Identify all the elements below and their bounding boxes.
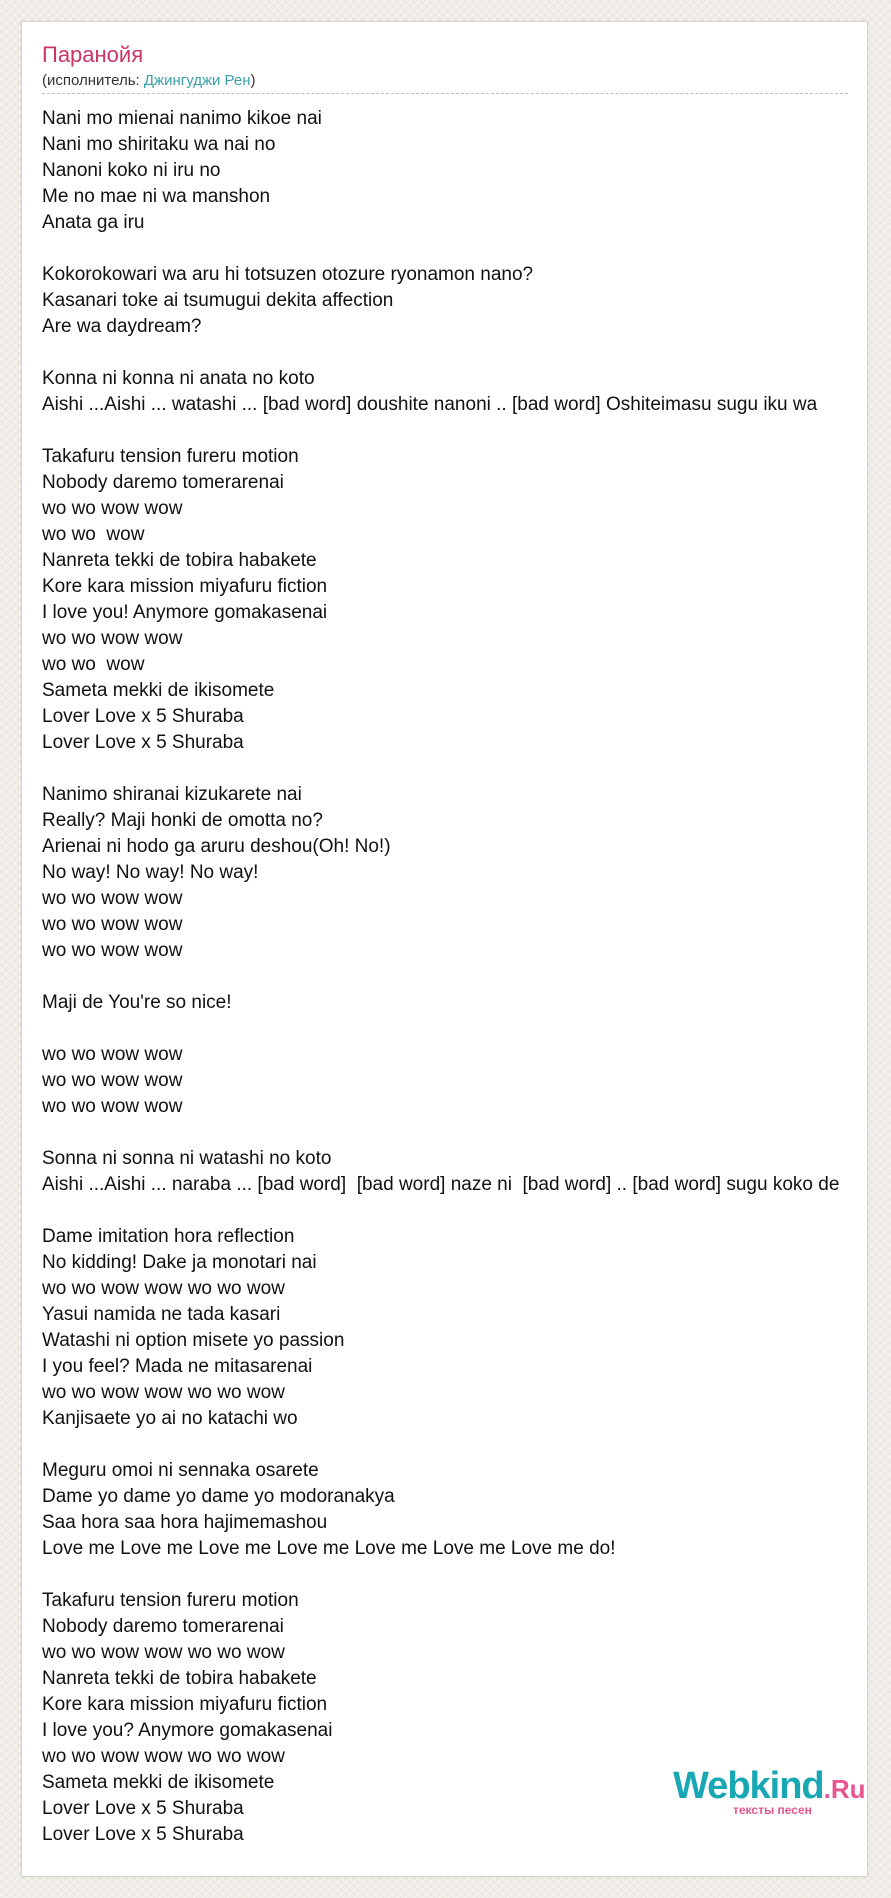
lyrics-line: Maji de You're so nice! xyxy=(42,992,232,1013)
lyrics-blank-line xyxy=(42,418,868,444)
artist-line xyxy=(42,73,256,88)
lyrics-line: Kore kara mission miyafuru fiction xyxy=(42,1694,328,1715)
lyrics-line: Dame imitation hora reflection xyxy=(42,1226,295,1247)
lyrics-blank-line xyxy=(42,1016,868,1042)
lyrics-text xyxy=(42,106,868,1848)
lyrics-line: wo wo wow wow xyxy=(42,940,183,961)
lyrics-line: Nani mo mienai nanimo kikoe nai xyxy=(42,108,322,129)
logo-tagline: тексты песен xyxy=(733,1803,812,1817)
lyrics-line: Dame yo dame yo dame yo modoranakya xyxy=(42,1486,395,1507)
lyrics-line: Nanreta tekki de tobira habakete xyxy=(42,550,317,571)
lyrics-line: Lover Love x 5 Shuraba xyxy=(42,732,244,753)
lyrics-line: No way! No way! No way! xyxy=(42,862,259,883)
lyrics-line: wo wo wow wow wo wo wow xyxy=(42,1382,285,1403)
lyrics-blank-line xyxy=(42,964,868,990)
lyrics-blank-line xyxy=(42,340,868,366)
lyrics-line: Konna ni konna ni anata no koto xyxy=(42,368,315,389)
lyrics-line: wo wo wow wow xyxy=(42,1096,183,1117)
logo-tld: .Ru xyxy=(823,1774,866,1804)
lyrics-line: I you feel? Mada ne mitasarenai xyxy=(42,1356,313,1377)
lyrics-line: Kore kara mission miyafuru fiction xyxy=(42,576,328,597)
lyrics-line: Me no mae ni wa manshon xyxy=(42,186,271,207)
lyrics-line: I love you! Anymore gomakasenai xyxy=(42,602,328,623)
lyrics-line: Takafuru tension fureru motion xyxy=(42,1590,299,1611)
lyrics-blank-line xyxy=(42,756,868,782)
lyrics-line: I love you? Anymore gomakasenai xyxy=(42,1720,333,1741)
artist-suffix: ) xyxy=(250,72,256,89)
lyrics-line: Kanjisaete yo ai no katachi wo xyxy=(42,1408,298,1429)
lyrics-line: wo wo wow wow xyxy=(42,888,183,909)
lyrics-line: Sameta mekki de ikisomete xyxy=(42,680,275,701)
lyrics-line: Nanreta tekki de tobira habakete xyxy=(42,1668,317,1689)
logo-wordmark xyxy=(673,1767,866,1805)
lyrics-line: No kidding! Dake ja monotari nai xyxy=(42,1252,317,1273)
lyrics-line: Are wa daydream? xyxy=(42,316,202,337)
lyrics-line: Nani mo shiritaku wa nai no xyxy=(42,134,276,155)
lyrics-line: wo wo wow xyxy=(42,524,145,545)
lyrics-line: Lover Love x 5 Shuraba xyxy=(42,706,244,727)
lyrics-line: Kasanari toke ai tsumugui dekita affection xyxy=(42,290,394,311)
lyrics-line: Nanimo shiranai kizukarete nai xyxy=(42,784,302,805)
artist-prefix: (исполнитель: xyxy=(42,72,144,89)
lyrics-line: Nobody daremo tomerarenai xyxy=(42,472,284,493)
lyrics-line: wo wo wow xyxy=(42,654,145,675)
lyrics-line: Sameta mekki de ikisomete xyxy=(42,1772,275,1793)
lyrics-line: Saa hora saa hora hajimemashou xyxy=(42,1512,328,1533)
lyrics-line: Takafuru tension fureru motion xyxy=(42,446,299,467)
lyrics-line: wo wo wow wow wo wo wow xyxy=(42,1278,285,1299)
lyrics-blank-line xyxy=(42,1198,868,1224)
lyrics-line: Arienai ni hodo ga aruru deshou(Oh! No!) xyxy=(42,836,391,857)
lyrics-blank-line xyxy=(42,1562,868,1588)
lyrics-blank-line xyxy=(42,1432,868,1458)
lyrics-line: Lover Love x 5 Shuraba xyxy=(42,1798,244,1819)
artist-link[interactable]: Джингуджи Рен xyxy=(143,72,251,89)
lyrics-line: wo wo wow wow xyxy=(42,1070,183,1091)
lyrics-line: Love me Love me Love me Love me Love me Love me Love me do! xyxy=(42,1538,616,1559)
lyrics-line: Nanoni koko ni iru no xyxy=(42,160,221,181)
lyrics-line: wo wo wow wow wo wo wow xyxy=(42,1642,285,1663)
lyrics-line: Sonna ni sonna ni watashi no koto xyxy=(42,1148,332,1169)
lyrics-line: Meguru omoi ni sennaka osarete xyxy=(42,1460,319,1481)
lyrics-card xyxy=(21,21,868,1877)
logo-name: Webkind xyxy=(673,1765,824,1807)
lyrics-line: Yasui namida ne tada kasari xyxy=(42,1304,281,1325)
lyrics-line: Nobody daremo tomerarenai xyxy=(42,1616,284,1637)
lyrics-line: Aishi ...Aishi ... naraba ... [bad word] [bad word] naze ni [bad word] .. [bad word] sugu koko de xyxy=(42,1174,840,1195)
lyrics-line: wo wo wow wow xyxy=(42,498,183,519)
lyrics-line: Lover Love x 5 Shuraba xyxy=(42,1824,244,1845)
song-title: Паранойя xyxy=(42,42,144,67)
lyrics-line: Watashi ni option misete yo passion xyxy=(42,1330,345,1351)
lyrics-line: wo wo wow wow xyxy=(42,914,183,935)
lyrics-line: Anata ga iru xyxy=(42,212,145,233)
lyrics-line: wo wo wow wow wo wo wow xyxy=(42,1746,285,1767)
title-divider xyxy=(42,93,848,94)
lyrics-blank-line xyxy=(42,1120,868,1146)
lyrics-line: Aishi ...Aishi ... watashi ... [bad word] doushite nanoni .. [bad word] Oshiteimasu sugu iku wa xyxy=(42,394,818,415)
lyrics-line: wo wo wow wow xyxy=(42,1044,183,1065)
lyrics-blank-line xyxy=(42,236,868,262)
webkind-logo[interactable] xyxy=(673,1765,866,1827)
lyrics-line: wo wo wow wow xyxy=(42,628,183,649)
lyrics-line: Really? Maji honki de omotta no? xyxy=(42,810,323,831)
lyrics-line: Kokorokowari wa aru hi totsuzen otozure ryonamon nano? xyxy=(42,264,534,285)
